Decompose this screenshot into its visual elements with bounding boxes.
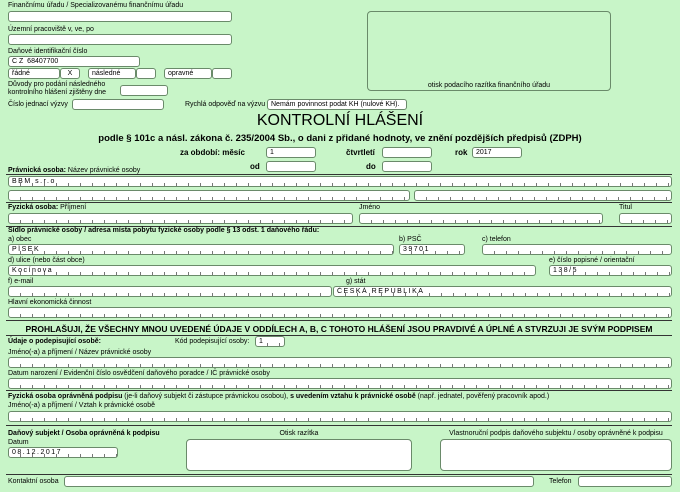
contact-person-label: Kontaktní osoba xyxy=(8,478,59,485)
quarter-label: čtvrtletí xyxy=(346,148,375,157)
street-label: d) ulice (nebo část obce) xyxy=(8,257,85,264)
declaration-text: PROHLAŠUJI, ŽE VŠECHNY MNOU UVEDENÉ ÚDAJE V ODDÍLECH A, B, C TOHOTO HLÁŠENÍ JSOU PRAVDIVÉ A ÚPLNÉ A STVRZUJI JE SVÝM PODPISEM xyxy=(25,324,653,334)
activity-label: Hlavní ekonomická činnost xyxy=(8,299,92,306)
phone-label: c) telefon xyxy=(482,236,511,243)
office-field[interactable] xyxy=(8,11,232,22)
year-field[interactable]: 2017 xyxy=(472,147,522,158)
divider xyxy=(6,335,672,336)
dic-prefix: C Z xyxy=(12,58,24,65)
filing-stamp-box xyxy=(367,11,611,91)
address-heading: Sídlo právnické osoby / adresa místa pobytu fyzické osoby podle § 13 odst. 1 daňového řádu: xyxy=(8,227,320,234)
email-label: f) e-mail xyxy=(8,278,34,285)
divider xyxy=(6,474,672,475)
ref-number-field[interactable] xyxy=(72,99,164,110)
form-subtitle: podle § 101c a násl. zákona č. 235/2004 Sb., o dani z přidané hodnoty, ve znění pozdějších předpisů (ZDPH) xyxy=(98,133,582,144)
zip-field[interactable]: 39701 xyxy=(399,244,465,255)
signer-code-label: Kód podepisující osoby: xyxy=(175,338,250,345)
contact-phone-field[interactable] xyxy=(578,476,672,487)
natural-title-label: Titul xyxy=(619,204,632,211)
street-field[interactable]: Kocínova xyxy=(8,265,536,276)
divider xyxy=(6,320,672,321)
form-title: KONTROLNÍ HLÁŠENÍ xyxy=(256,112,424,129)
quarter-field[interactable] xyxy=(382,147,432,158)
divider xyxy=(6,390,672,391)
legal-person-label: Právnická osoba: Název právnické osoby xyxy=(8,167,141,174)
natural-name-label: Jméno xyxy=(359,204,381,211)
ref-number-label: Číslo jednací výzvy xyxy=(8,101,68,108)
divider xyxy=(6,425,672,426)
month-label: za období: měsíc xyxy=(180,148,245,157)
signature-label: Vlastnoruční podpis daňového subjektu / osoby oprávněné k podpisu xyxy=(449,430,663,437)
stamp-box[interactable] xyxy=(186,439,412,471)
signer-birth-field[interactable] xyxy=(8,378,672,389)
house-number-label: e) číslo popisné / orientační xyxy=(549,257,635,264)
date-field[interactable]: 08.12.2017 xyxy=(8,447,118,458)
to-field[interactable] xyxy=(382,161,432,172)
dic-label: Daňové identifikační číslo xyxy=(8,48,88,55)
email-field[interactable] xyxy=(8,286,332,297)
date-label: Datum xyxy=(8,439,29,446)
quick-reply-select[interactable]: Nemám povinnost podat KH (nulové KH). xyxy=(267,99,407,110)
signer-code-field[interactable]: 1 xyxy=(255,336,285,347)
zip-label: b) PSČ xyxy=(399,236,422,243)
year-label: rok xyxy=(455,148,468,157)
workplace-label: Územní pracoviště v, ve, po xyxy=(8,26,94,33)
authorized-name-label: Jméno(-a) a příjmení / Vztah k právnické osobě xyxy=(8,402,156,409)
degree-field[interactable] xyxy=(619,213,672,224)
dic-value: 68407700 xyxy=(27,58,59,65)
reasons-label-2: kontrolního hlášení zjištěny dne xyxy=(8,89,107,96)
signer-name-label: Jméno(-a) a příjmení / Název právnické osoby xyxy=(8,349,152,356)
authorized-person-label: Fyzická osoba oprávněná podpisu (je-li daňový subjekt či zástupce právnickou osobou), s uvedením vztahu k právnické osobě (např. jednatel, pověřený pracovník apod.) xyxy=(8,393,550,400)
country-field[interactable]: ČESKÁ REPUBLIKA xyxy=(333,286,672,297)
firstname-field[interactable] xyxy=(359,213,603,224)
from-label: od xyxy=(250,162,260,171)
regular-checkbox[interactable]: X xyxy=(60,68,80,79)
house-number-field[interactable]: 138/5 xyxy=(549,265,672,276)
signer-heading: Údaje o podepisující osobě: xyxy=(8,338,101,345)
quick-reply-label: Rychlá odpověď na výzvu xyxy=(185,101,266,108)
legal-name-field-3[interactable] xyxy=(414,190,672,201)
activity-field[interactable] xyxy=(8,307,672,318)
signer-birth-label: Datum narození / Evidenční číslo osvědčení daňového poradce / IČ právnické osoby xyxy=(8,370,270,377)
stamp-label: Otisk razítka xyxy=(279,430,319,437)
signature-box[interactable] xyxy=(440,439,672,471)
contact-phone-label: Telefon xyxy=(549,478,572,485)
legal-name-field-2[interactable] xyxy=(8,190,410,201)
legal-name-field-1[interactable]: BBM s.r.o xyxy=(8,176,672,187)
month-field[interactable]: 1 xyxy=(266,147,316,158)
authorized-name-field[interactable] xyxy=(8,411,672,422)
workplace-field[interactable] xyxy=(8,34,232,45)
city-label: a) obec xyxy=(8,236,32,243)
divider xyxy=(6,202,672,203)
dic-field[interactable] xyxy=(8,56,140,67)
contact-person-field[interactable] xyxy=(64,476,534,487)
followup-checkbox[interactable] xyxy=(136,68,156,79)
reasons-date-field[interactable] xyxy=(120,85,168,96)
corrective-checkbox[interactable] xyxy=(212,68,232,79)
city-field[interactable]: PÍSEK xyxy=(8,244,394,255)
reasons-label-1: Důvody pro podání následného xyxy=(8,81,106,88)
from-field[interactable] xyxy=(266,161,316,172)
filing-stamp-label: otisk podacího razítka finančního úřadu xyxy=(427,82,551,89)
office-label: Finančnímu úřadu / Specializovanému finančnímu úřadu xyxy=(8,2,184,9)
signer-name-field[interactable] xyxy=(8,357,672,368)
regular-option[interactable]: řádné xyxy=(8,68,60,79)
country-label: g) stát xyxy=(346,278,366,285)
surname-field[interactable] xyxy=(8,213,353,224)
corrective-option[interactable]: opravné xyxy=(164,68,212,79)
phone-field[interactable] xyxy=(482,244,672,255)
to-label: do xyxy=(366,162,376,171)
sign-heading: Daňový subjekt / Osoba oprávněná k podpisu xyxy=(8,430,160,437)
followup-option[interactable]: následné xyxy=(88,68,136,79)
natural-person-label: Fyzická osoba: Příjmení xyxy=(8,204,87,211)
